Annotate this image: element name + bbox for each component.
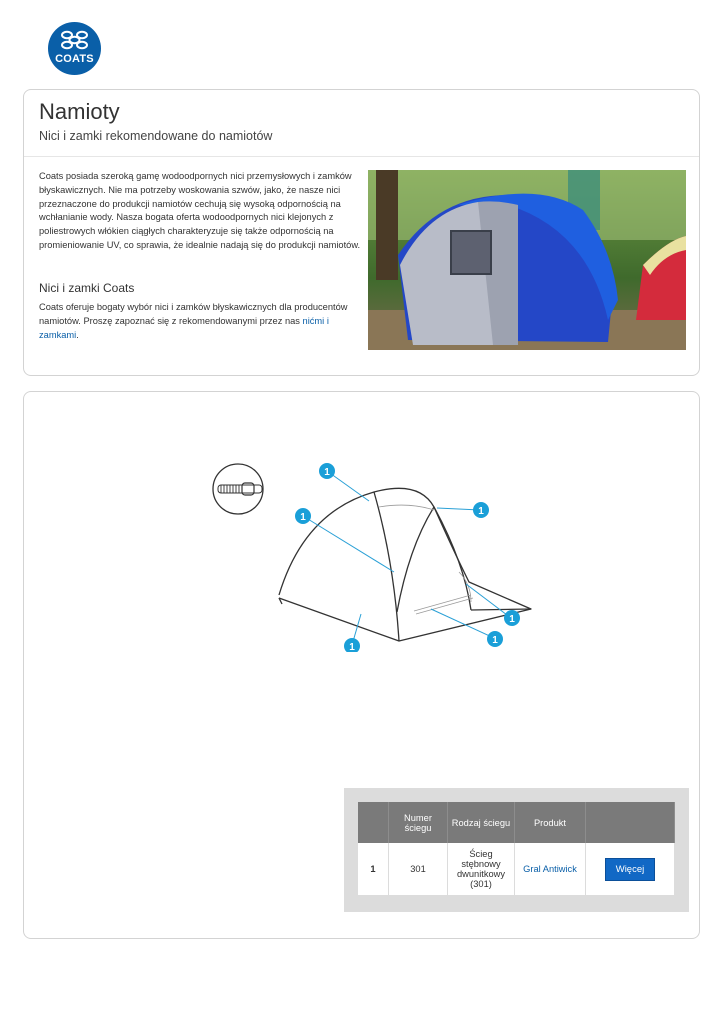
marker-1 xyxy=(319,463,335,479)
svg-text:1: 1 xyxy=(349,642,355,652)
diagram-card xyxy=(23,391,700,939)
stitch-table xyxy=(358,802,675,895)
section-text-end: . xyxy=(76,329,79,340)
tent-seam-diagram xyxy=(209,452,539,652)
marker-4 xyxy=(504,610,520,626)
column-header-action xyxy=(586,802,675,843)
row-product xyxy=(515,843,586,895)
page-title: Namioty xyxy=(39,99,120,124)
column-header-index xyxy=(358,802,389,843)
section-paragraph xyxy=(39,301,361,342)
coats-logo[interactable] xyxy=(48,22,101,75)
row-index: 1 xyxy=(358,843,389,895)
svg-text:1: 1 xyxy=(478,506,484,517)
column-header-stitch-type: Rodzaj ściegu xyxy=(448,802,515,843)
marker-2 xyxy=(473,502,489,518)
marker-5 xyxy=(487,631,503,647)
column-header-product: Produkt xyxy=(515,802,586,843)
row-stitch-type: Ścieg stębnowy dwunitkowy (301) xyxy=(448,843,515,895)
row-action xyxy=(586,843,675,895)
more-button[interactable]: Więcej xyxy=(605,858,655,881)
svg-text:1: 1 xyxy=(300,512,306,523)
section-title: Nici i zamki Coats xyxy=(39,281,135,295)
table-header-row xyxy=(358,802,675,843)
table-row xyxy=(358,843,675,895)
section-text: Coats oferuje bogaty wybór nici i zamków błyskawicznych dla producentów namiotów. Proszę zapoznać się z rekomendowanymi przez nas xyxy=(39,302,348,326)
marker-3 xyxy=(295,508,311,524)
card-header xyxy=(24,90,699,157)
page-subtitle: Nici i zamki rekomendowane do namiotów xyxy=(39,129,273,143)
svg-text:1: 1 xyxy=(509,614,515,625)
intro-card xyxy=(23,89,700,376)
logo-wordmark: COATS xyxy=(55,53,94,65)
tent-photo xyxy=(368,170,686,350)
zipper-detail-icon xyxy=(213,464,263,514)
marker-6 xyxy=(344,638,360,652)
intro-paragraph: Coats posiada szeroką gamę wodoodpornych nici przemysłowych i zamków błyskawicznych. Nie ma potrzeby woskowania szwów, jako, że nasze nici przeznaczone do produkcji namiotów cechują się wysoką odpornością na wchłanianie wody. Nasza bogata oferta wodoodpornych nici klejonych z poliestrowych włókien ciągłych charakteryzuje się także odpornością na promieniowanie UV, co sprawia, że idealnie nadają się do produkcji namiotów. xyxy=(39,171,361,250)
column-header-stitch-number: Numer ściegu xyxy=(389,802,448,843)
product-link[interactable]: Gral Antiwick xyxy=(523,864,577,874)
stitch-table-panel xyxy=(344,788,689,912)
svg-text:1: 1 xyxy=(324,467,330,478)
row-stitch-number: 301 xyxy=(389,843,448,895)
svg-text:1: 1 xyxy=(492,635,498,646)
threads-zips-link[interactable]: nićmi i zamkami xyxy=(39,315,329,340)
chain-link-icon xyxy=(58,28,91,52)
